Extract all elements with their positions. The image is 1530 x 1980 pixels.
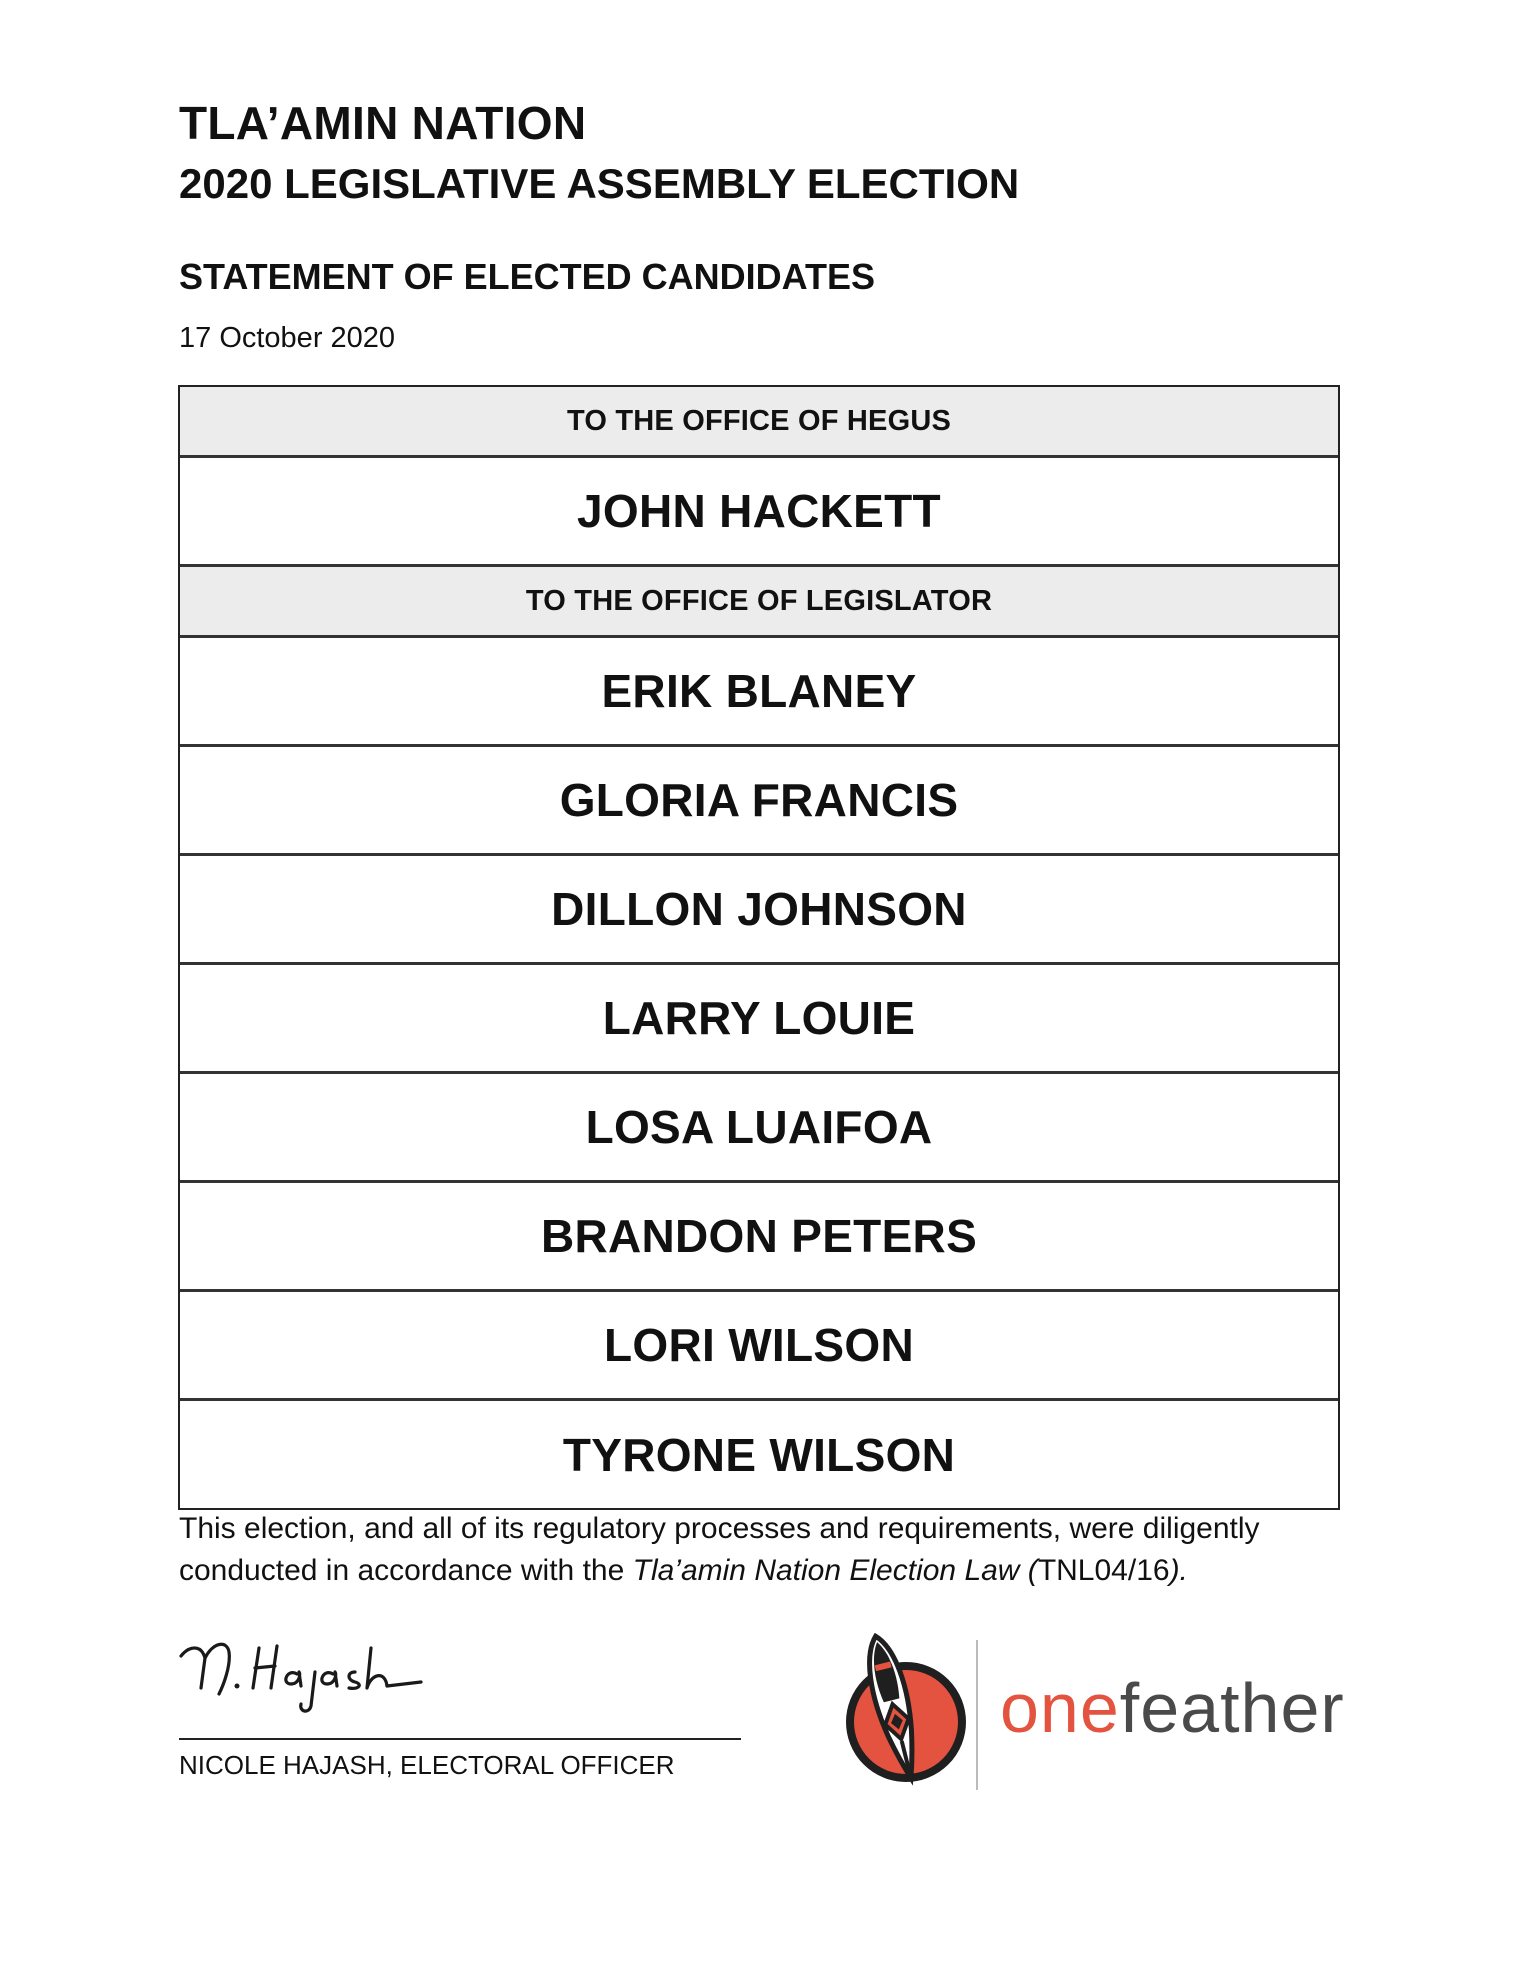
election-law-code: TNL04/16: [1037, 1554, 1170, 1587]
onefeather-feather-icon: [826, 1630, 976, 1790]
wordmark-feather: feather: [1119, 1669, 1345, 1747]
legislator-candidate: GLORIA FRANCIS: [180, 747, 1338, 856]
office-legislator-header: TO THE OFFICE OF LEGISLATOR: [180, 567, 1338, 638]
logo-divider: [976, 1640, 978, 1790]
office-hegus-header: TO THE OFFICE OF HEGUS: [180, 387, 1338, 458]
legislator-candidate: TYRONE WILSON: [562, 1428, 956, 1481]
legislator-candidate: ERIK BLANEY: [180, 638, 1338, 747]
legislator-candidate: LARRY LOUIE: [180, 965, 1338, 1074]
statement-heading: STATEMENT OF ELECTED CANDIDATES: [179, 256, 875, 297]
signature-line: [179, 1738, 741, 1740]
signature-image: [175, 1628, 435, 1718]
statement-date: 17 October 2020: [179, 322, 396, 354]
legislator-candidate: DILLON JOHNSON: [180, 856, 1338, 965]
legislator-candidate: LOSA LUAIFOA: [180, 1074, 1338, 1183]
statement-text-part: This election, and all of its regulatory processes and requirements, were diligently conducted in accordance with the: [179, 1512, 1260, 1587]
nation-title: TLA’AMIN NATION: [179, 97, 587, 149]
election-title: 2020 LEGISLATIVE ASSEMBLY ELECTION: [179, 160, 1020, 207]
statement-closing: ).: [1169, 1554, 1188, 1587]
legislator-candidate: LORI WILSON: [180, 1292, 1338, 1401]
electoral-officer-name: NICOLE HAJASH, ELECTORAL OFFICER: [179, 1750, 675, 1780]
onefeather-wordmark: [1000, 1668, 1345, 1748]
legislator-candidate: BRANDON PETERS: [180, 1183, 1338, 1292]
results-table: [178, 385, 1340, 1510]
election-law-name: Tla’amin Nation Election Law (: [632, 1554, 1038, 1587]
certification-statement: [179, 1508, 1379, 1592]
wordmark-one: one: [1000, 1669, 1120, 1747]
hegus-candidate: JOHN HACKETT: [180, 458, 1338, 567]
